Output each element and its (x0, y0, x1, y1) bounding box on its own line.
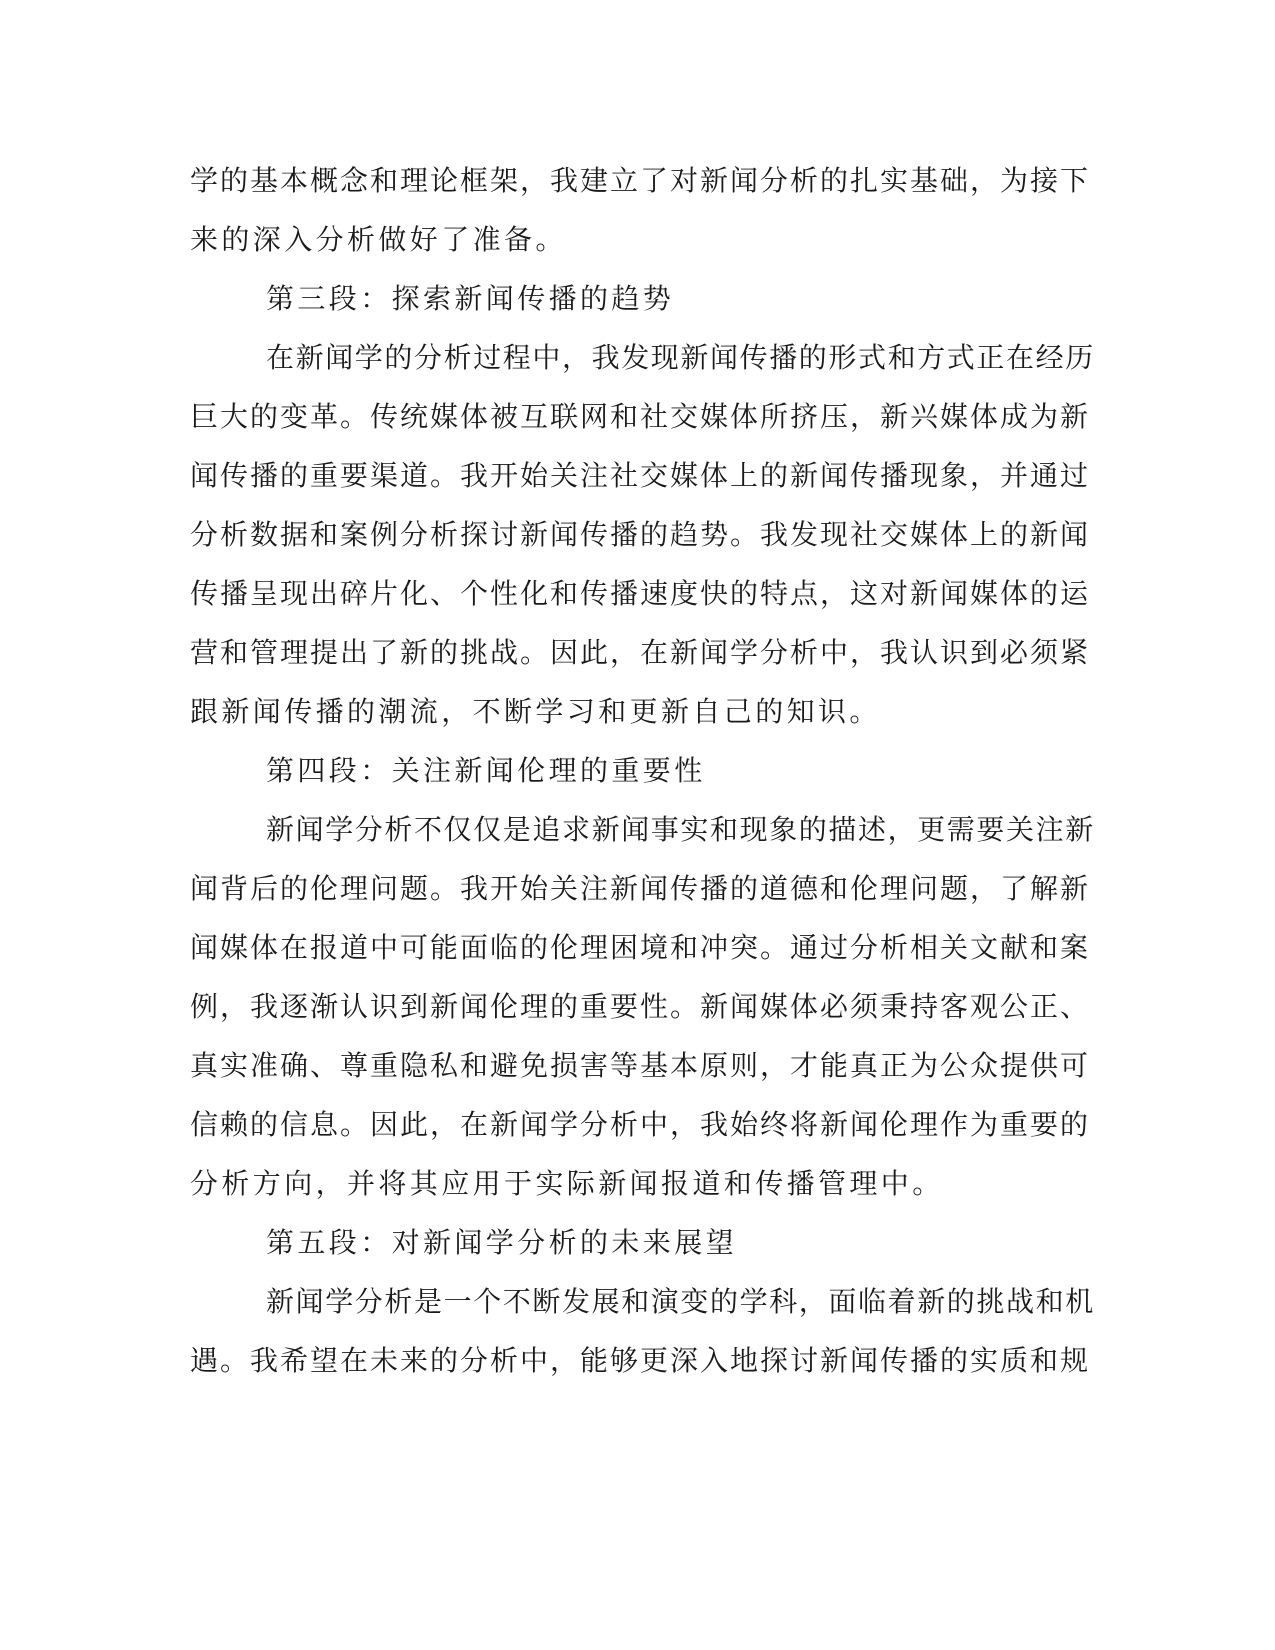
text-line: 真实准确、尊重隐私和避免损害等基本原则，才能真正为公众提供可 (190, 1049, 1091, 1082)
text-line: 来的深入分析做好了准备。 (190, 223, 567, 256)
text-line: 学的基本概念和理论框架，我建立了对新闻分析的扎实基础，为接下 (190, 164, 1091, 197)
text-line: 闻传播的重要渠道。我开始关注社交媒体上的新闻传播现象，并通过 (190, 459, 1091, 492)
text-line: 营和管理提出了新的挑战。因此，在新闻学分析中，我认识到必须紧 (190, 636, 1091, 669)
text-line: 分析数据和案例分析探讨新闻传播的趋势。我发现社交媒体上的新闻 (190, 518, 1091, 551)
paragraph-start: 在新闻学的分析过程中，我发现新闻传播的形式和方式正在经历 (266, 341, 1095, 374)
text-line: 例，我逐渐认识到新闻伦理的重要性。新闻媒体必须秉持客观公正、 (190, 990, 1091, 1023)
text-line: 闻背后的伦理问题。我开始关注新闻传播的道德和伦理问题，了解新 (190, 872, 1091, 905)
section-heading-4: 第四段：关注新闻伦理的重要性 (266, 754, 706, 787)
text-line: 分析方向，并将其应用于实际新闻报道和传播管理中。 (190, 1167, 944, 1200)
section-heading-3: 第三段：探索新闻传播的趋势 (266, 282, 675, 315)
paragraph-start: 新闻学分析是一个不断发展和演变的学科，面临着新的挑战和机 (266, 1285, 1095, 1318)
text-line: 遇。我希望在未来的分析中，能够更深入地探讨新闻传播的实质和规 (190, 1344, 1091, 1377)
text-line: 巨大的变革。传统媒体被互联网和社交媒体所挤压，新兴媒体成为新 (190, 400, 1091, 433)
text-line: 跟新闻传播的潮流，不断学习和更新自己的知识。 (190, 695, 881, 728)
section-heading-5: 第五段：对新闻学分析的未来展望 (266, 1226, 738, 1259)
paragraph-start: 新闻学分析不仅仅是追求新闻事实和现象的描述，更需要关注新 (266, 813, 1095, 846)
text-line: 闻媒体在报道中可能面临的伦理困境和冲突。通过分析相关文献和案 (190, 931, 1091, 964)
text-line: 传播呈现出碎片化、个性化和传播速度快的特点，这对新闻媒体的运 (190, 577, 1091, 610)
text-line: 信赖的信息。因此，在新闻学分析中，我始终将新闻伦理作为重要的 (190, 1108, 1091, 1141)
